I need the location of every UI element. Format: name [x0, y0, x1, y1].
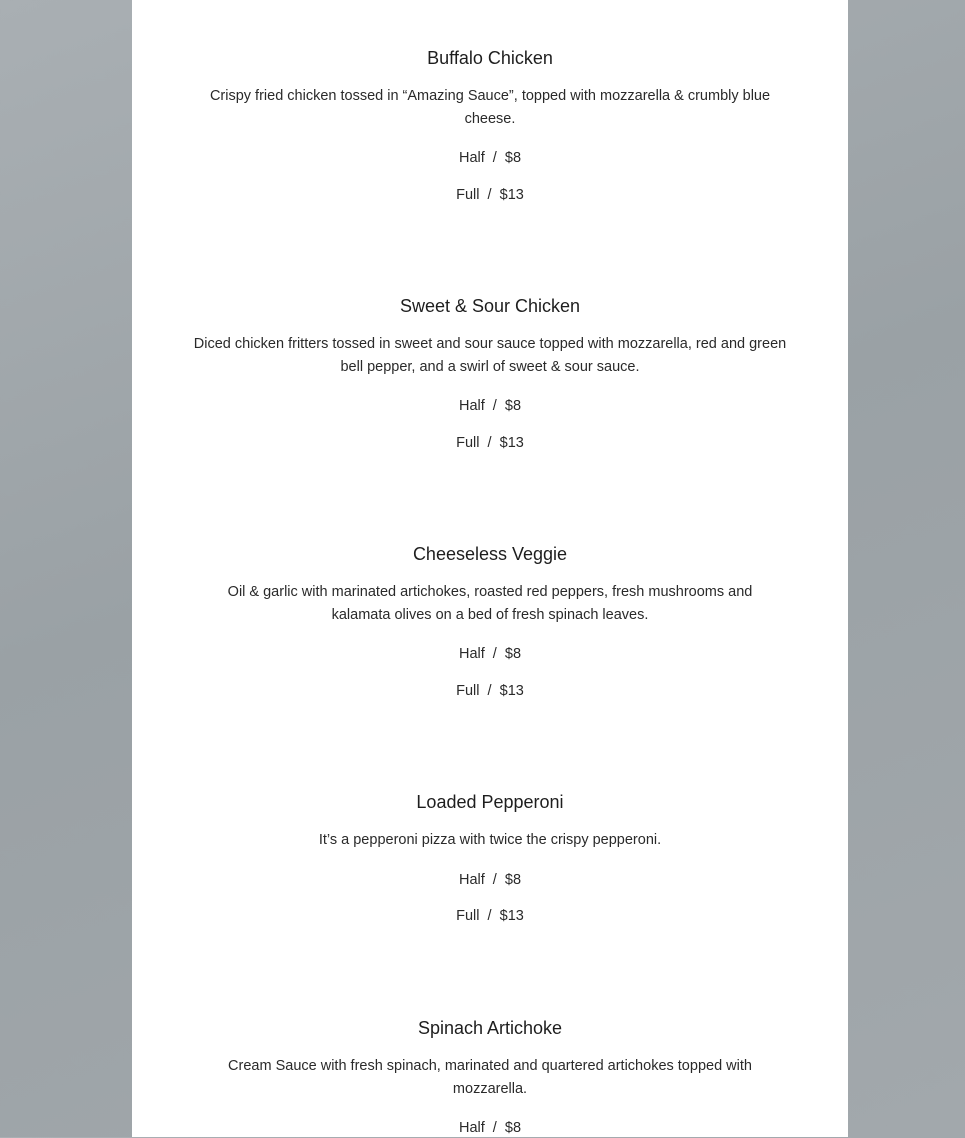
price-full: Full / $13: [456, 187, 524, 203]
price-half: Half / $8: [458, 150, 522, 166]
price-full: Full / $13: [456, 435, 524, 451]
menu-item-title: Spinach Artichoke: [417, 1018, 563, 1038]
price-half: Half / $8: [458, 1120, 522, 1136]
price-full: Full / $13: [456, 683, 524, 699]
menu-item-description: Cream Sauce with fresh spinach, marinated and quartered artichokes topped with mozzarella.: [228, 1058, 752, 1097]
menu-item-title: Loaded Pepperoni: [416, 792, 564, 812]
menu-item-description: It’s a pepperoni pizza with twice the crispy pepperoni.: [318, 832, 662, 848]
menu-item-description: Oil & garlic with marinated artichokes, roasted red peppers, fresh mushrooms and kalamata olives on a bed of fresh spinach leaves.: [227, 584, 753, 623]
menu-item-description: Crispy fried chicken tossed in “Amazing Sauce”, topped with mozzarella & crumbly blue cheese.: [209, 88, 771, 127]
menu-item-description: Diced chicken fritters tossed in sweet and sour sauce topped with mozzarella, red and green bell pepper, and a swirl of sweet & sour sauce.: [193, 336, 787, 375]
menu-page: [132, 0, 848, 1137]
price-full: Full / $13: [456, 908, 524, 924]
price-half: Half / $8: [458, 646, 522, 662]
price-half: Half / $8: [458, 398, 522, 414]
menu-item-title: Sweet & Sour Chicken: [399, 296, 581, 316]
menu-item-title: Buffalo Chicken: [427, 48, 553, 68]
price-half: Half / $8: [458, 872, 522, 888]
menu-item-title: Cheeseless Veggie: [412, 544, 568, 564]
